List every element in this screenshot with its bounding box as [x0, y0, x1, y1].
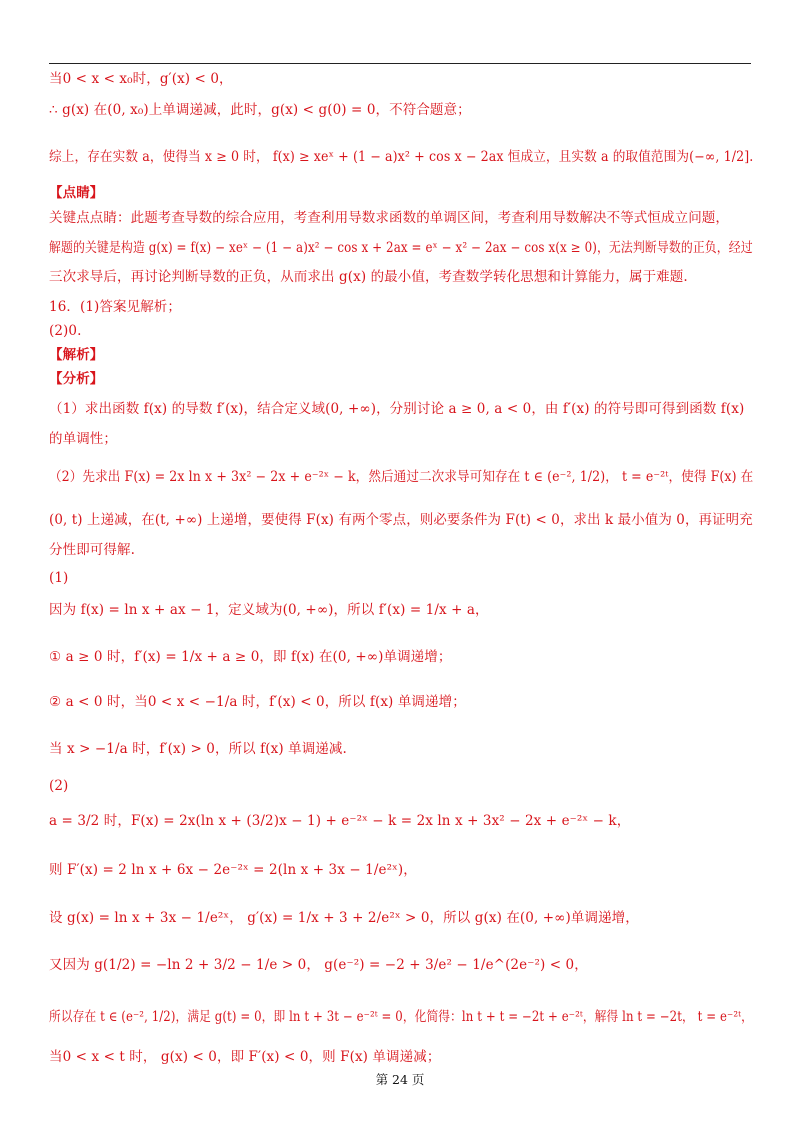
- text-line-l19: ① a ≥ 0 时，f′(x) = 1/x + a ≥ 0，即 f(x) 在(0, +∞)单调递增；: [49, 649, 452, 665]
- text-line-l09: (2)0.: [49, 323, 82, 339]
- text-line-l24: 则 F′(x) = 2 ln x + 6x − 2e⁻²ˣ = 2(ln x + 3x − 1/e²ˣ)，: [49, 862, 417, 878]
- text-line-l01: 当0 < x < x₀时，g′(x) < 0，: [49, 71, 233, 87]
- text-line-l14: （2）先求出 F(x) = 2x ln x + 3x² − 2x + e⁻²ˣ − k，然后通过二次求导可知存在 t ∈ (e⁻², 1/2)， t = e⁻²ᵗ，使得 F(x) 在: [49, 469, 754, 485]
- text-line-l06: 解题的关键是构造 g(x) = f(x) − xeˣ − (1 − a)x² − cos x + 2ax = eˣ − x² − 2ax − cos x(x ≥ 0)，无法判断导数的正负，经过: [49, 240, 753, 256]
- header-rule: [49, 63, 751, 64]
- text-line-l25: 设 g(x) = ln x + 3x − 1/e²ˣ， g′(x) = 1/x + 3 + 2/e²ˣ > 0，所以 g(x) 在(0, +∞)单调递增，: [49, 910, 639, 926]
- text-line-l21: 当 x > −1/a 时，f′(x) > 0，所以 f(x) 单调递减.: [49, 741, 347, 757]
- text-line-l10: 【解析】: [49, 347, 104, 363]
- text-line-l20: ② a < 0 时，当0 < x < −1/a 时，f′(x) < 0，所以 f(x) 单调递增；: [49, 694, 466, 710]
- page-footer: 第 24 页: [375, 1072, 425, 1087]
- text-line-l15: (0, t) 上递减，在(t, +∞) 上递增，要使得 F(x) 有两个零点，则必要条件为 F(t) < 0，求出 k 最小值为 0，再证明充: [49, 512, 753, 528]
- text-line-l05: 关键点点睛：此题考查导数的综合应用，考查利用导数求函数的单调区间，考查利用导数解决不等式恒成立问题，: [49, 210, 729, 226]
- text-line-l26: 又因为 g(1/2) = −ln 2 + 3/2 − 1/e > 0， g(e⁻²) = −2 + 3/e² − 1/e^(2e⁻²) < 0，: [49, 957, 588, 973]
- text-line-l12: （1）求出函数 f(x) 的导数 f′(x)，结合定义域(0, +∞)，分别讨论 a ≥ 0, a < 0，由 f′(x) 的符号即可得到函数 f(x): [49, 401, 745, 417]
- text-line-l13: 的单调性；: [49, 431, 117, 447]
- text-line-l04: 【点睛】: [49, 185, 104, 201]
- text-line-l27: 所以存在 t ∈ (e⁻², 1/2)，满足 g(t) = 0，即 ln t + 3t − e⁻²ᵗ = 0，化简得：ln t + t = −2t + e⁻²ᵗ，解得 ln t = −2t， t = e⁻²ᵗ，: [49, 1009, 753, 1025]
- text-line-l23: a = 3/2 时，F(x) = 2x(ln x + (3/2)x − 1) + e⁻²ˣ − k = 2x ln x + 3x² − 2x + e⁻²ˣ − k，: [49, 813, 631, 829]
- text-line-l17: (1): [49, 570, 69, 586]
- text-line-l03: 综上，存在实数 a，使得当 x ≥ 0 时， f(x) ≥ xeˣ + (1 − a)x² + cos x − 2ax 恒成立，且实数 a 的取值范围为(−∞, 1/2].: [49, 149, 754, 165]
- text-line-l11: 【分析】: [49, 371, 104, 387]
- text-line-l08: 16．(1)答案见解析；: [49, 299, 182, 315]
- text-line-l02: ∴ g(x) 在(0, x₀)上单调递减，此时，g(x) < g(0) = 0，不符合题意；: [49, 102, 471, 118]
- text-line-l22: (2): [49, 778, 69, 794]
- text-line-l18: 因为 f(x) = ln x + ax − 1，定义域为(0, +∞)，所以 f′(x) = 1/x + a，: [49, 602, 489, 618]
- text-line-l16: 分性即可得解.: [49, 542, 135, 558]
- text-line-l07: 三次求导后，再讨论判断导数的正负，从而求出 g(x) 的最小值，考查数学转化思想和计算能力，属于难题.: [49, 269, 688, 285]
- text-line-l28: 当0 < x < t 时， g(x) < 0，即 F′(x) < 0，则 F(x) 单调递减；: [49, 1049, 441, 1065]
